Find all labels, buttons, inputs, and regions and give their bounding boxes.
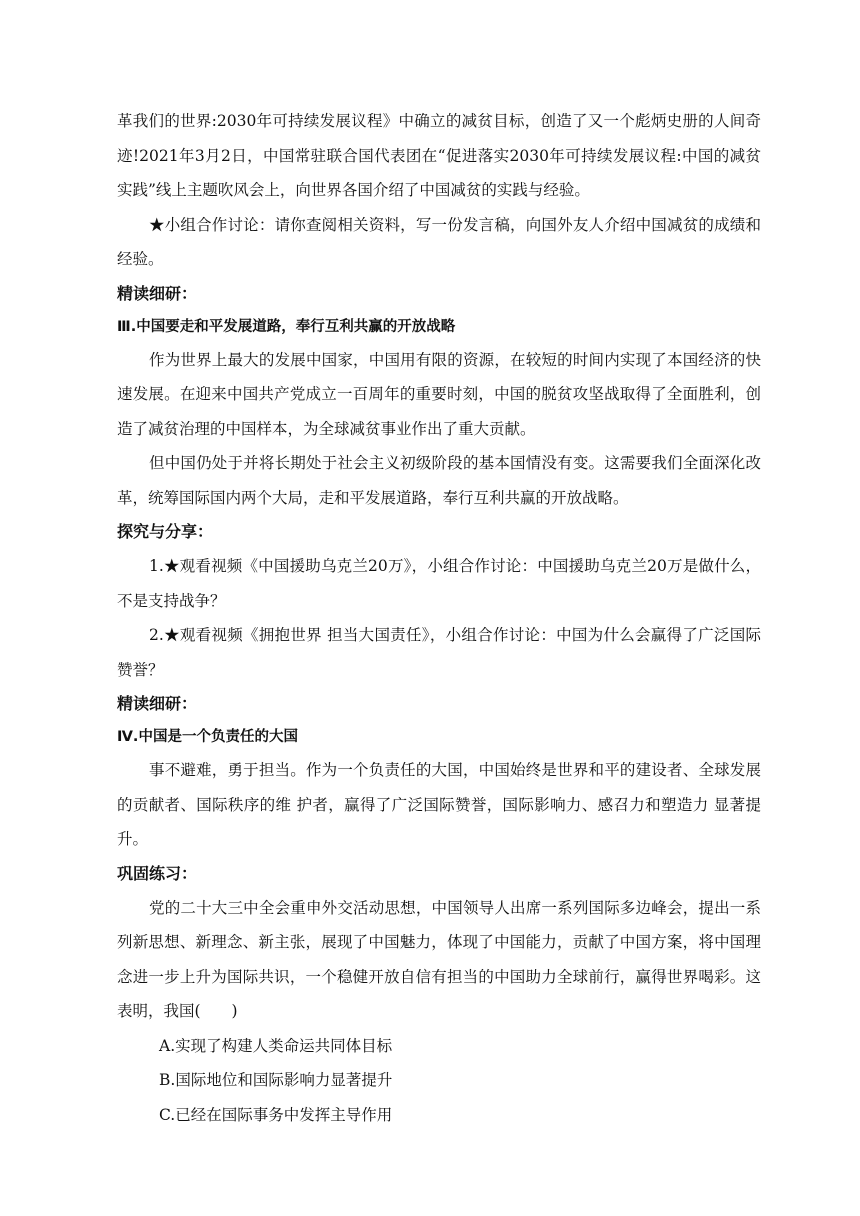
reading-2-paragraph: 事不避难，勇于担当。作为一个负责任的大国，中国始终是世界和平的建设者、全球发展的贡献者、国际秩序的维 护者，赢得了广泛国际赞誉，国际影响力、感召力和塑造力 显著提升。 xyxy=(117,761,761,848)
answer-option-a: A.实现了构建人类命运共同体目标 xyxy=(159,1036,393,1055)
intro-paragraph: 革我们的世界:2030年可持续发展议程》中确立的减贫目标，创造了又一个彪炳史册的人间奇迹!2021年3月2日，中国常驻联合国代表团在“促进落实2030年可持续发展议程:中国的减贫实践”线上主题吹风会上，向世界各国介绍了中国减贫的实践与经验。 xyxy=(117,112,761,199)
practice-question: 党的二十大三中全会重申外交活动思想，中国领导人出席一系列国际多边峰会，提出一系列新思想、新理念、新主张，展现了中国魅力，体现了中国能力，贡献了中国方案，将中国理念进一步上升为国际共识，一个稳健开放自信有担当的中国助力全球前行，赢得世界喝彩。这表明，我国( ) xyxy=(117,898,761,1020)
group-discussion-prompt: ★小组合作讨论：请你查阅相关资料，写一份发言稿，向国外友人介绍中国减贫的成绩和经验。 xyxy=(117,215,761,268)
section-heading-reading-2: 精读细研： xyxy=(117,694,198,713)
section-heading-explore: 探究与分享： xyxy=(117,522,214,541)
reading-1-paragraph: 但中国仍处于并将长期处于社会主义初级阶段的基本国情没有变。这需要我们全面深化改革，统筹国际国内两个大局，走和平发展道路，奉行互利共赢的开放战略。 xyxy=(117,454,761,507)
explore-item: 2.★观看视频《拥抱世界 担当大国责任》，小组合作讨论：中国为什么会赢得了广泛国际赞誉？ xyxy=(117,626,761,679)
answer-option-c: C.已经在国际事务中发挥主导作用 xyxy=(159,1105,393,1124)
section-heading-reading-1: 精读细研： xyxy=(117,283,198,303)
explore-item: 1.★观看视频《中国援助乌克兰20万》，小组合作讨论：中国援助乌克兰20万是做什么，不是支持战争？ xyxy=(117,557,761,610)
section-subheading-iv: Ⅳ.中国是一个负责任的大国 xyxy=(117,729,298,745)
answer-option-b: B.国际地位和国际影响力显著提升 xyxy=(159,1071,393,1089)
section-subheading-iii: Ⅲ.中国要走和平发展道路，奉行互利共赢的开放战略 xyxy=(117,318,456,335)
section-heading-practice: 巩固练习： xyxy=(117,863,198,883)
reading-1-paragraph: 作为世界上最大的发展中国家，中国用有限的资源，在较短的时间内实现了本国经济的快速发展。在迎来中国共产党成立一百周年的重要时刻，中国的脱贫攻坚战取得了全面胜利，创造了减贫治理的中国样本，为全球减贫事业作出了重大贡献。 xyxy=(117,350,761,438)
document-content xyxy=(117,104,761,1132)
